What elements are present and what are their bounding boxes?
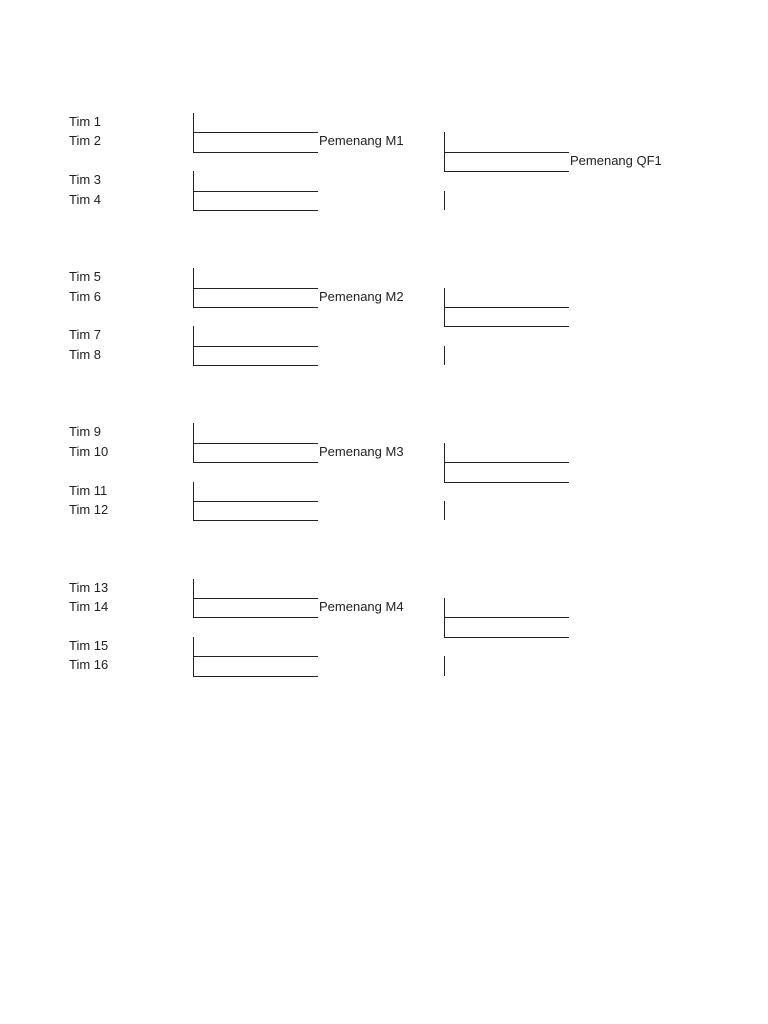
team-label: Tim 16 [69, 657, 109, 673]
round2-tick [444, 346, 445, 365]
team-label: Tim 13 [69, 579, 109, 595]
bracket-bottom-line [193, 676, 318, 677]
round2-box-bottom [444, 326, 569, 327]
round2-tick [444, 132, 445, 151]
bracket-bottom-line [193, 152, 318, 153]
round2-box-left [444, 462, 445, 481]
team-label: Tim 2 [69, 133, 102, 149]
round2-box-top [444, 617, 569, 618]
round2-box-bottom [444, 482, 569, 483]
bracket-mid-line [193, 191, 318, 192]
bracket-bottom-line [193, 307, 318, 308]
round2-box-top [444, 152, 569, 153]
round2-tick [444, 501, 445, 520]
bracket-mid-line [193, 501, 318, 502]
round1-winner-label: Pemenang M2 [319, 288, 404, 304]
bracket-mid-line [193, 598, 318, 599]
team-label: Tim 12 [69, 502, 109, 517]
bracket-mid-line [193, 346, 318, 347]
round1-winner-label: Pemenang M1 [319, 133, 404, 149]
round2-box-top [444, 307, 569, 308]
bracket-bottom-line [193, 520, 318, 521]
round1-winner-label: Pemenang M4 [319, 599, 404, 614]
round2-box-left [444, 617, 445, 636]
team-label: Tim 9 [69, 424, 102, 440]
round2-box-left [444, 307, 445, 326]
bracket-bottom-line [193, 462, 318, 463]
team-label: Tim 3 [69, 172, 102, 188]
bracket-mid-line [193, 132, 318, 133]
team-label: Tim 6 [69, 288, 102, 304]
round2-tick [444, 288, 445, 307]
team-label: Tim 15 [69, 637, 109, 653]
bracket-mid-line [193, 288, 318, 289]
round2-box-top [444, 462, 569, 463]
round2-winner-label: Pemenang QF1 [570, 152, 662, 168]
team-label: Tim 14 [69, 599, 109, 614]
bracket-bottom-line [193, 365, 318, 366]
round2-box-bottom [444, 171, 569, 172]
round2-tick [444, 598, 445, 617]
round2-tick [444, 443, 445, 462]
team-label: Tim 7 [69, 327, 102, 343]
round1-winner-label: Pemenang M3 [319, 443, 404, 459]
round2-box-left [444, 152, 445, 171]
team-label: Tim 5 [69, 269, 102, 285]
bracket-bottom-line [193, 210, 318, 211]
round2-box-bottom [444, 637, 569, 638]
team-label: Tim 4 [69, 191, 102, 207]
bracket-mid-line [193, 656, 318, 657]
team-label: Tim 8 [69, 346, 102, 362]
round2-tick [444, 191, 445, 210]
bracket-mid-line [193, 443, 318, 444]
team-label: Tim 10 [69, 443, 109, 459]
round2-tick [444, 656, 445, 675]
team-label: Tim 11 [69, 482, 108, 498]
team-label: Tim 1 [69, 114, 102, 129]
bracket-bottom-line [193, 617, 318, 618]
